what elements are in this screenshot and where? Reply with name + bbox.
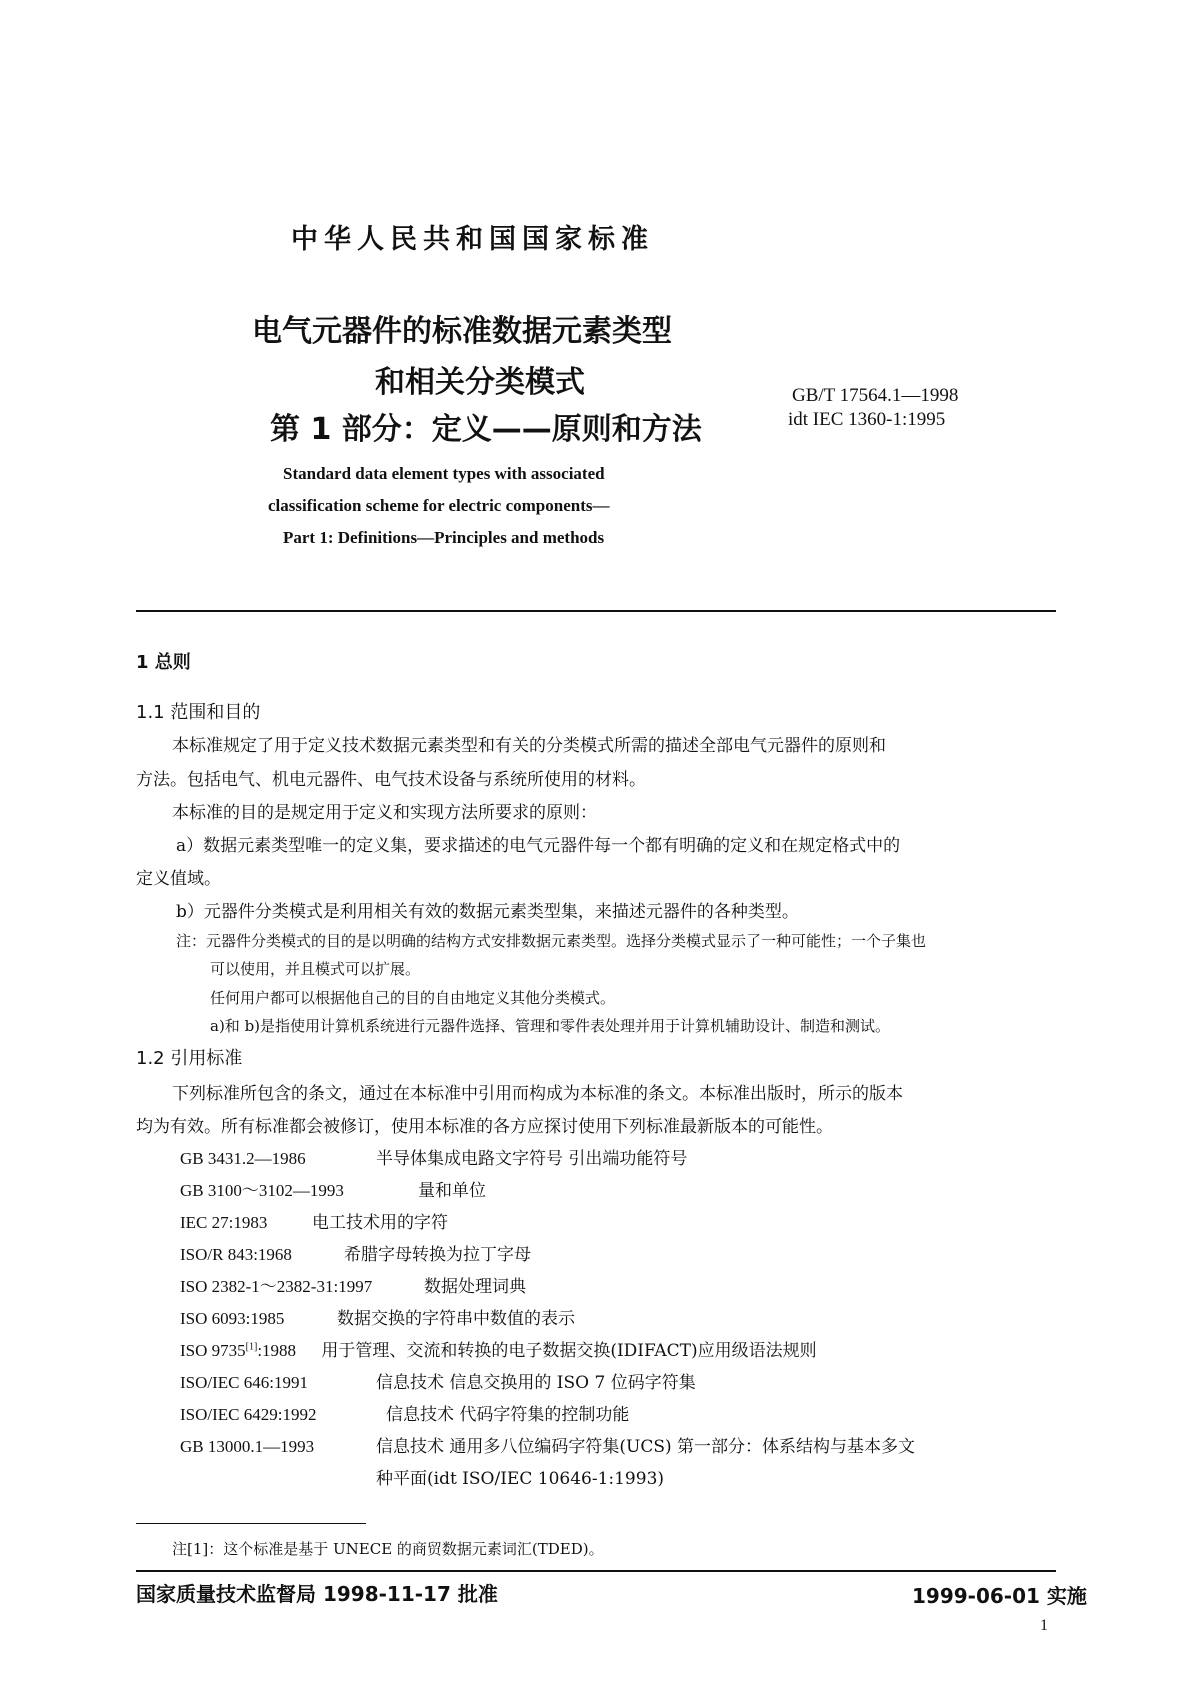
list-item-b: b）元器件分类模式是利用相关有效的数据元素类型集，来描述元器件的各种类型。: [176, 902, 799, 922]
reference-title: 量和单位: [418, 1181, 486, 1201]
title-cn-line-2: 和相关分类模式: [375, 365, 585, 400]
idt-reference: idt IEC 1360-1:1995: [788, 409, 946, 430]
title-en-line-3: Part 1: Definitions—Principles and methods: [283, 528, 605, 547]
reference-code: GB 3431.2—1986: [180, 1149, 306, 1168]
note-line: 注：元器件分类模式的目的是以明确的结构方式安排数据元素类型。选择分类模式显示了一种可能性；一个子集也: [176, 932, 927, 950]
section-1-1-heading: 1.1 范围和目的: [136, 702, 261, 723]
reference-item: [180, 1432, 915, 1457]
section-1-heading: 1 总则: [136, 652, 191, 673]
footnote-divider: [136, 1523, 366, 1524]
note-line: 任何用户都可以根据他自己的目的自由地定义其他分类模式。: [210, 989, 616, 1007]
paragraph-line: 本标准规定了用于定义技术数据元素类型和有关的分类模式所需的描述全部电气元器件的原则和: [172, 736, 886, 756]
effective-date: 1999-06-01 实施: [912, 1584, 1087, 1608]
reference-code: GB 13000.1—1993: [180, 1437, 315, 1456]
reference-code: ISO/IEC 6429:1992: [180, 1405, 317, 1424]
title-cn-line-3: 第 1 部分：定义——原则和方法: [270, 412, 702, 447]
reference-title: 电工技术用的字符: [312, 1213, 448, 1233]
paragraph-line: 下列标准所包含的条文，通过在本标准中引用而构成为本标准的条文。本标准出版时，所示的版本: [172, 1084, 903, 1104]
list-item-a-continued: 定义值域。: [136, 869, 221, 889]
reference-code-year: :1988: [257, 1341, 297, 1360]
reference-code: ISO 9735: [180, 1341, 246, 1360]
standard-number: GB/T 17564.1—1998: [792, 385, 959, 406]
reference-title: 希腊字母转换为拉丁字母: [344, 1245, 531, 1265]
reference-item: [180, 1368, 696, 1393]
reference-item: [180, 1304, 575, 1329]
reference-item: [180, 1272, 526, 1297]
reference-item: [180, 1240, 531, 1265]
footnote-marker: [1]: [245, 1341, 258, 1353]
reference-code: IEC 27:1983: [180, 1213, 268, 1232]
title-cn-line-1: 电气元器件的标准数据元素类型: [252, 314, 672, 349]
title-en-line-2: classification scheme for electric components—: [268, 496, 610, 515]
reference-item: [180, 1400, 629, 1425]
reference-code: ISO 6093:1985: [180, 1309, 285, 1328]
title-en-line-1: Standard data element types with associated: [283, 464, 605, 483]
paragraph-line: 均为有效。所有标准都会被修订，使用本标准的各方应探讨使用下列标准最新版本的可能性。: [136, 1117, 833, 1137]
page-number: 1: [1040, 1617, 1048, 1634]
footnote: 注[1]：这个标准是基于 UNECE 的商贸数据元素词汇(TDED)。: [172, 1540, 604, 1558]
reference-item: [180, 1144, 687, 1169]
reference-title: 用于管理、交流和转换的电子数据交换(IDIFACT)应用级语法规则: [321, 1341, 817, 1361]
header-divider: [136, 610, 1056, 612]
reference-code: ISO/IEC 646:1991: [180, 1373, 308, 1392]
list-item-a: a）数据元素类型唯一的定义集，要求描述的电气元器件每一个都有明确的定义和在规定格式中的: [176, 836, 901, 856]
reference-item: [180, 1336, 817, 1361]
reference-title: 数据交换的字符串中数值的表示: [337, 1309, 575, 1329]
reference-code: ISO/R 843:1968: [180, 1245, 292, 1264]
reference-item: [180, 1176, 486, 1201]
reference-title: 信息技术 代码字符集的控制功能: [386, 1405, 630, 1425]
reference-code: ISO 2382-1～2382-31:1997: [180, 1277, 373, 1296]
national-standard-heading: 中华人民共和国国家标准: [291, 224, 654, 255]
footer-divider: [136, 1570, 1056, 1572]
reference-title: 信息技术 通用多八位编码字符集(UCS) 第一部分：体系结构与基本多文: [376, 1437, 916, 1457]
paragraph-line: 本标准的目的是规定用于定义和实现方法所要求的原则：: [172, 803, 597, 823]
approval-line: 国家质量技术监督局 1998-11-17 批准: [136, 1582, 498, 1606]
section-1-2-heading: 1.2 引用标准: [136, 1048, 243, 1069]
reference-title-continued: 种平面(idt ISO/IEC 10646-1:1993): [376, 1469, 665, 1489]
reference-title: 数据处理词典: [424, 1277, 526, 1297]
reference-item: [180, 1208, 448, 1233]
note-line: a)和 b)是指使用计算机系统进行元器件选择、管理和零件表处理并用于计算机辅助设计、制造和测试。: [210, 1017, 891, 1035]
note-line: 可以使用，并且模式可以扩展。: [210, 960, 421, 978]
paragraph-line: 方法。包括电气、机电元器件、电气技术设备与系统所使用的材料。: [136, 770, 646, 790]
reference-title: 信息技术 信息交换用的 ISO 7 位码字符集: [376, 1373, 696, 1393]
reference-code: GB 3100～3102—1993: [180, 1181, 344, 1200]
reference-title: 半导体集成电路文字符号 引出端功能符号: [376, 1149, 688, 1169]
